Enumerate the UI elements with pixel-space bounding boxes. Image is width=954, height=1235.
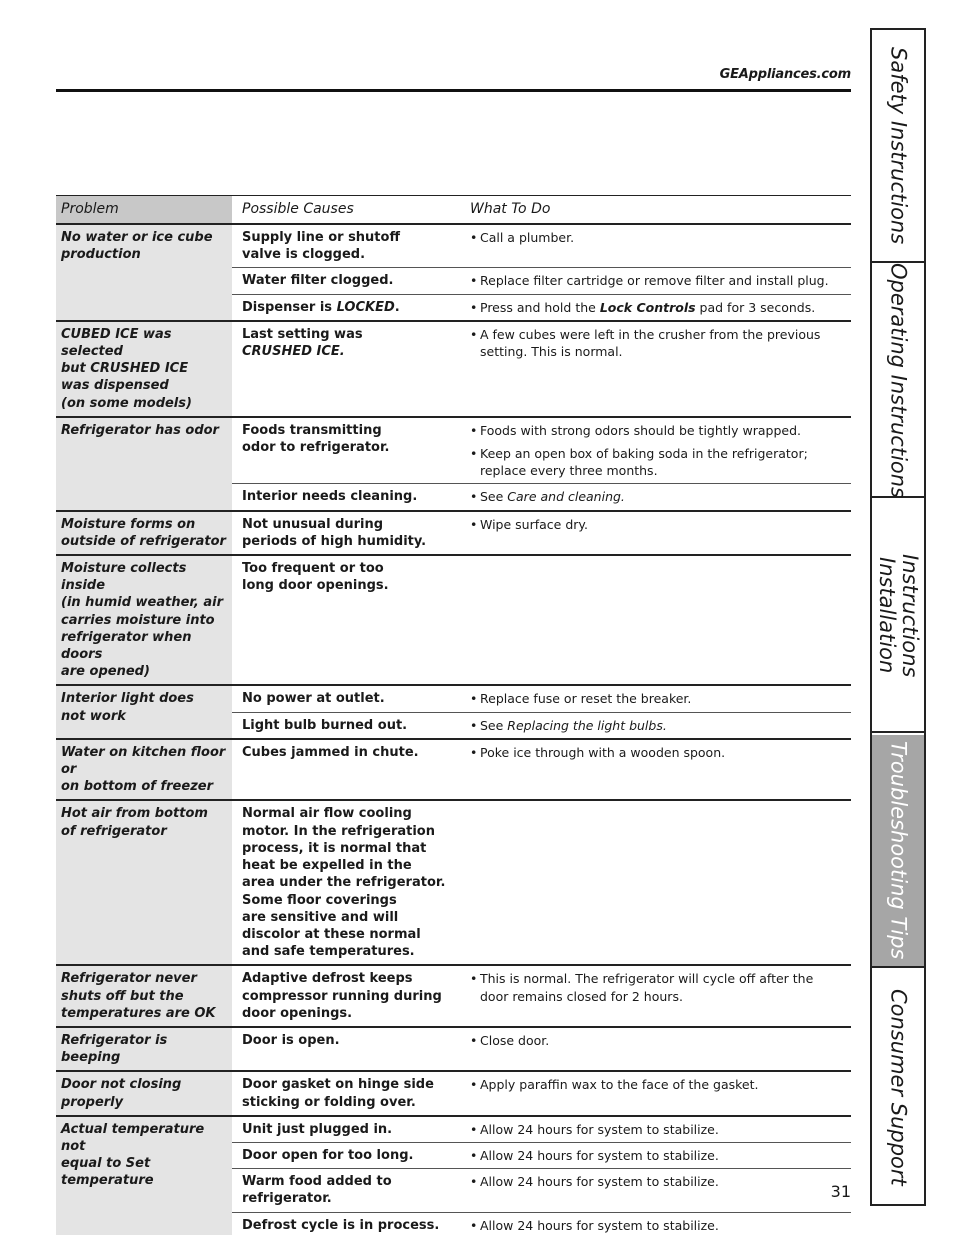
todo-cell — [461, 295, 851, 320]
todo-cell — [461, 1117, 851, 1142]
problem-line: production — [61, 247, 141, 263]
cause-cell — [232, 512, 461, 554]
cause-line — [242, 343, 453, 360]
problem-cell — [56, 1028, 232, 1070]
cause-line: door openings. — [242, 1005, 353, 1021]
cause-row — [232, 1143, 851, 1169]
text-segment: Keep an open box of baking soda in the refrigerator; replace every three months. — [480, 446, 808, 479]
cause-row — [232, 512, 851, 554]
section-tabs — [870, 28, 926, 1206]
problem-cell — [56, 418, 232, 510]
cause-list — [232, 966, 851, 1026]
problem-line: No water or ice cube — [61, 230, 213, 245]
troubleshooting-table — [56, 195, 851, 1235]
text-segment: Replace filter cartridge or remove filter and install plug. — [480, 273, 829, 289]
problem-line: on bottom of freezer — [61, 779, 213, 795]
text-segment: Replace fuse or reset the breaker. — [480, 691, 692, 707]
table-row — [56, 556, 851, 686]
problem-line: Refrigerator never — [61, 971, 197, 987]
tab-installation-instructions[interactable] — [872, 500, 924, 733]
cause-cell — [232, 268, 461, 293]
tab-safety-instructions[interactable] — [872, 30, 924, 263]
cause-line: odor to refrigerator. — [242, 440, 390, 456]
cause-line: Last setting was — [242, 326, 363, 342]
text-segment: Replacing the light bulbs. — [507, 717, 667, 733]
cause-list — [232, 512, 851, 554]
problem-line: are opened) — [61, 664, 150, 680]
table-row — [56, 686, 851, 739]
text-segment: Wipe surface dry. — [480, 516, 588, 532]
cause-row — [232, 801, 851, 964]
cause-cell — [232, 225, 461, 267]
problem-line: (in humid weather, air — [61, 595, 224, 611]
todo-cell — [461, 740, 851, 765]
todo-cell — [461, 801, 851, 964]
problem-line: Moisture collects inside — [61, 561, 187, 594]
todo-bullet — [470, 1217, 843, 1234]
todo-cell — [461, 322, 851, 364]
text-segment: A few cubes were left in the crusher from the previous setting. This is normal. — [480, 326, 821, 360]
cause-row — [232, 686, 851, 712]
todo-cell — [461, 686, 851, 711]
todo-bullet — [470, 516, 843, 533]
cause-line: Adaptive defrost keeps — [242, 971, 413, 987]
todo-bullet — [470, 422, 843, 439]
text-segment: LOCKED — [336, 299, 395, 315]
cause-cell — [232, 1143, 461, 1168]
site-url[interactable]: GEAppliances.com — [719, 67, 851, 82]
header-problem: Problem — [56, 196, 232, 223]
table-row — [56, 1072, 851, 1116]
cause-line: Supply line or shutoff — [242, 230, 400, 245]
todo-bullet — [470, 299, 843, 316]
cause-cell — [232, 1072, 461, 1114]
cause-row — [232, 1028, 851, 1053]
cause-row — [232, 1117, 851, 1143]
table-row — [56, 1028, 851, 1072]
problem-cell — [56, 225, 232, 320]
table-row — [56, 322, 851, 418]
cause-list — [232, 1028, 851, 1070]
cause-row — [232, 418, 851, 485]
cause-line: are sensitive and will — [242, 909, 399, 925]
text-segment: Call a plumber. — [480, 230, 575, 245]
problem-cell — [56, 322, 232, 416]
cause-cell — [232, 686, 461, 711]
cause-cell — [232, 556, 461, 598]
text-segment: Allow 24 hours for system to stabilize. — [480, 1121, 719, 1137]
cause-row — [232, 713, 851, 738]
todo-bullet — [470, 744, 843, 761]
problem-line: Refrigerator has odor — [61, 422, 219, 438]
tab-consumer-support[interactable] — [872, 970, 924, 1204]
cause-list — [232, 1072, 851, 1114]
todo-bullet — [470, 1147, 843, 1164]
text-segment: Allow 24 hours for system to stabilize. — [480, 1147, 719, 1163]
cause-line: Defrost cycle is in process. — [242, 1217, 440, 1233]
tab-label: Troubleshooting Tips — [886, 741, 911, 960]
cause-list — [232, 225, 851, 320]
cause-line: Some floor coverings — [242, 892, 397, 908]
todo-cell — [461, 418, 851, 484]
cause-line: Interior needs cleaning. — [242, 489, 418, 505]
table-row — [56, 801, 851, 966]
text-segment: See — [480, 489, 508, 505]
cause-list — [232, 801, 851, 964]
cause-cell — [232, 1028, 461, 1053]
problem-line: of refrigerator — [61, 823, 167, 839]
tab-label: Safety Instructions — [886, 46, 911, 245]
text-segment: Apply paraffin wax to the face of the gasket. — [480, 1077, 759, 1093]
problem-cell — [56, 1117, 232, 1235]
problem-line: shuts off but the — [61, 988, 184, 1004]
tab-operating-instructions[interactable] — [872, 265, 924, 498]
cause-row — [232, 225, 851, 268]
cause-line: motor. In the refrigeration — [242, 823, 435, 839]
cause-row — [232, 740, 851, 765]
cause-line: Door is open. — [242, 1032, 340, 1048]
problem-cell — [56, 966, 232, 1026]
todo-bullet — [470, 717, 843, 734]
todo-bullet — [470, 229, 843, 246]
problem-line: CUBED ICE was selected — [61, 326, 172, 360]
problem-line: Hot air from bottom — [61, 806, 208, 822]
cause-line: area under the refrigerator. — [242, 875, 446, 891]
todo-cell — [461, 1072, 851, 1114]
cause-line: long door openings. — [242, 578, 389, 594]
problem-line: temperatures are OK — [61, 1005, 216, 1021]
problem-line: Door not closing properly — [61, 1077, 182, 1110]
problem-line: Refrigerator is beeping — [61, 1032, 168, 1066]
problem-cell — [56, 1072, 232, 1114]
header-rule — [56, 89, 851, 92]
tab-troubleshooting-tips[interactable] — [872, 735, 924, 968]
cause-line: heat be expelled in the — [242, 858, 412, 874]
todo-bullet — [470, 690, 843, 707]
tab-label: Instructions — [898, 553, 922, 678]
cause-cell — [232, 1117, 461, 1142]
cause-line: Foods transmitting — [242, 422, 382, 438]
todo-cell — [461, 1169, 851, 1211]
todo-bullet — [470, 1173, 843, 1190]
todo-bullet — [470, 488, 843, 505]
page-number: 31 — [830, 1182, 851, 1201]
problem-line: Moisture forms on — [61, 516, 196, 532]
todo-cell — [461, 556, 851, 598]
text-segment: Dispenser is — [242, 299, 337, 315]
todo-bullet — [470, 970, 843, 1004]
cause-line: Not unusual during — [242, 516, 384, 532]
todo-bullet — [470, 1076, 843, 1093]
cause-list — [232, 1117, 851, 1235]
text-segment: pad for 3 seconds. — [695, 299, 816, 315]
text-segment: . — [394, 299, 400, 315]
cause-row — [232, 268, 851, 294]
cause-row — [232, 556, 851, 598]
tab-label: Installation — [875, 557, 899, 674]
table-row — [56, 1117, 851, 1235]
problem-cell — [56, 740, 232, 800]
cause-line: compressor running during — [242, 988, 442, 1004]
todo-cell — [461, 713, 851, 738]
text-segment: Close door. — [480, 1032, 550, 1048]
table-header — [56, 195, 851, 225]
problem-cell — [56, 512, 232, 554]
header-what-to-do: What To Do — [470, 201, 551, 217]
cause-list — [232, 418, 851, 510]
cause-row — [232, 1072, 851, 1114]
todo-bullet — [470, 1121, 843, 1138]
todo-cell — [461, 966, 851, 1026]
text-segment: This is normal. The refrigerator will cycle off after the door remains closed for 2 hours. — [480, 971, 814, 1004]
todo-bullet — [470, 272, 843, 289]
text-segment: CRUSHED ICE. — [242, 344, 345, 360]
text-segment: Poke ice through with a wooden spoon. — [480, 744, 726, 760]
problem-line: equal to Set temperature — [61, 1156, 154, 1189]
table-row — [56, 418, 851, 512]
text-segment: Lock Controls — [599, 299, 696, 315]
todo-cell — [461, 1213, 851, 1235]
cause-line: Normal air flow cooling — [242, 806, 412, 822]
cause-line: No power at outlet. — [242, 691, 385, 707]
problem-cell — [56, 556, 232, 684]
todo-bullet — [470, 1032, 843, 1049]
table-body — [56, 225, 851, 1235]
problem-line: Water on kitchen floor or — [61, 744, 226, 778]
cause-line: sticking or folding over. — [242, 1094, 416, 1110]
table-row — [56, 966, 851, 1028]
cause-list — [232, 322, 851, 416]
cause-line: Warm food added to refrigerator. — [242, 1174, 392, 1207]
cause-line: Door open for too long. — [242, 1147, 414, 1163]
problem-line: was dispensed — [61, 378, 169, 394]
cause-list — [232, 686, 851, 737]
cause-cell — [232, 966, 461, 1026]
table-row — [56, 740, 851, 802]
problem-line: but CRUSHED ICE — [61, 361, 189, 377]
text-segment: Care and cleaning. — [507, 489, 625, 505]
cause-row — [232, 295, 851, 320]
cause-cell — [232, 1169, 461, 1211]
cause-row — [232, 1169, 851, 1212]
text-segment: Foods with strong odors should be tightly wrapped. — [480, 422, 802, 438]
cause-line: Water filter clogged. — [242, 273, 394, 289]
tab-label: Consumer Support — [886, 988, 911, 1186]
problem-cell — [56, 801, 232, 964]
tab-label: Operating Instructions — [886, 263, 911, 498]
table-row — [56, 512, 851, 556]
cause-line: Cubes jammed in chute. — [242, 744, 419, 760]
cause-cell — [232, 801, 461, 964]
cause-line — [242, 299, 453, 316]
text-segment: Allow 24 hours for system to stabilize. — [480, 1174, 719, 1190]
cause-line: Door gasket on hinge side — [242, 1077, 434, 1093]
problem-line: not work — [61, 708, 126, 724]
problem-line: (on some models) — [61, 395, 192, 411]
todo-bullet — [470, 445, 843, 479]
todo-cell — [461, 268, 851, 293]
problem-line: Interior light does — [61, 691, 194, 707]
todo-cell — [461, 484, 851, 509]
table-row — [56, 225, 851, 322]
cause-cell — [232, 322, 461, 364]
text-segment: Allow 24 hours for system to stabilize. — [480, 1217, 719, 1233]
cause-list — [232, 556, 851, 684]
cause-line: periods of high humidity. — [242, 533, 427, 549]
cause-line: discolor at these normal — [242, 926, 421, 942]
cause-cell — [232, 484, 461, 509]
problem-cell — [56, 686, 232, 737]
cause-line: process, it is normal that — [242, 840, 427, 856]
problem-line: refrigerator when doors — [61, 629, 192, 663]
cause-list — [232, 740, 851, 800]
problem-line: Actual temperature not — [61, 1121, 205, 1154]
text-segment: See — [480, 717, 508, 733]
cause-cell — [232, 418, 461, 484]
cause-line: valve is clogged. — [242, 247, 366, 263]
problem-line: carries moisture into — [61, 612, 215, 628]
todo-cell — [461, 512, 851, 554]
todo-bullet — [470, 326, 843, 360]
cause-row — [232, 966, 851, 1026]
header-possible-causes: Possible Causes — [242, 201, 354, 217]
cause-row — [232, 322, 851, 364]
problem-line: outside of refrigerator — [61, 533, 226, 549]
text-segment: Press and hold the — [480, 299, 600, 315]
cause-cell — [232, 713, 461, 738]
cause-line: Too frequent or too — [242, 561, 384, 577]
cause-row — [232, 1213, 851, 1235]
cause-cell — [232, 740, 461, 765]
cause-row — [232, 484, 851, 509]
todo-cell — [461, 1028, 851, 1053]
todo-cell — [461, 225, 851, 267]
cause-cell — [232, 295, 461, 320]
todo-cell — [461, 1143, 851, 1168]
cause-line: Unit just plugged in. — [242, 1121, 393, 1137]
cause-line: Light bulb burned out. — [242, 717, 408, 733]
cause-line: and safe temperatures. — [242, 944, 415, 960]
cause-cell — [232, 1213, 461, 1235]
